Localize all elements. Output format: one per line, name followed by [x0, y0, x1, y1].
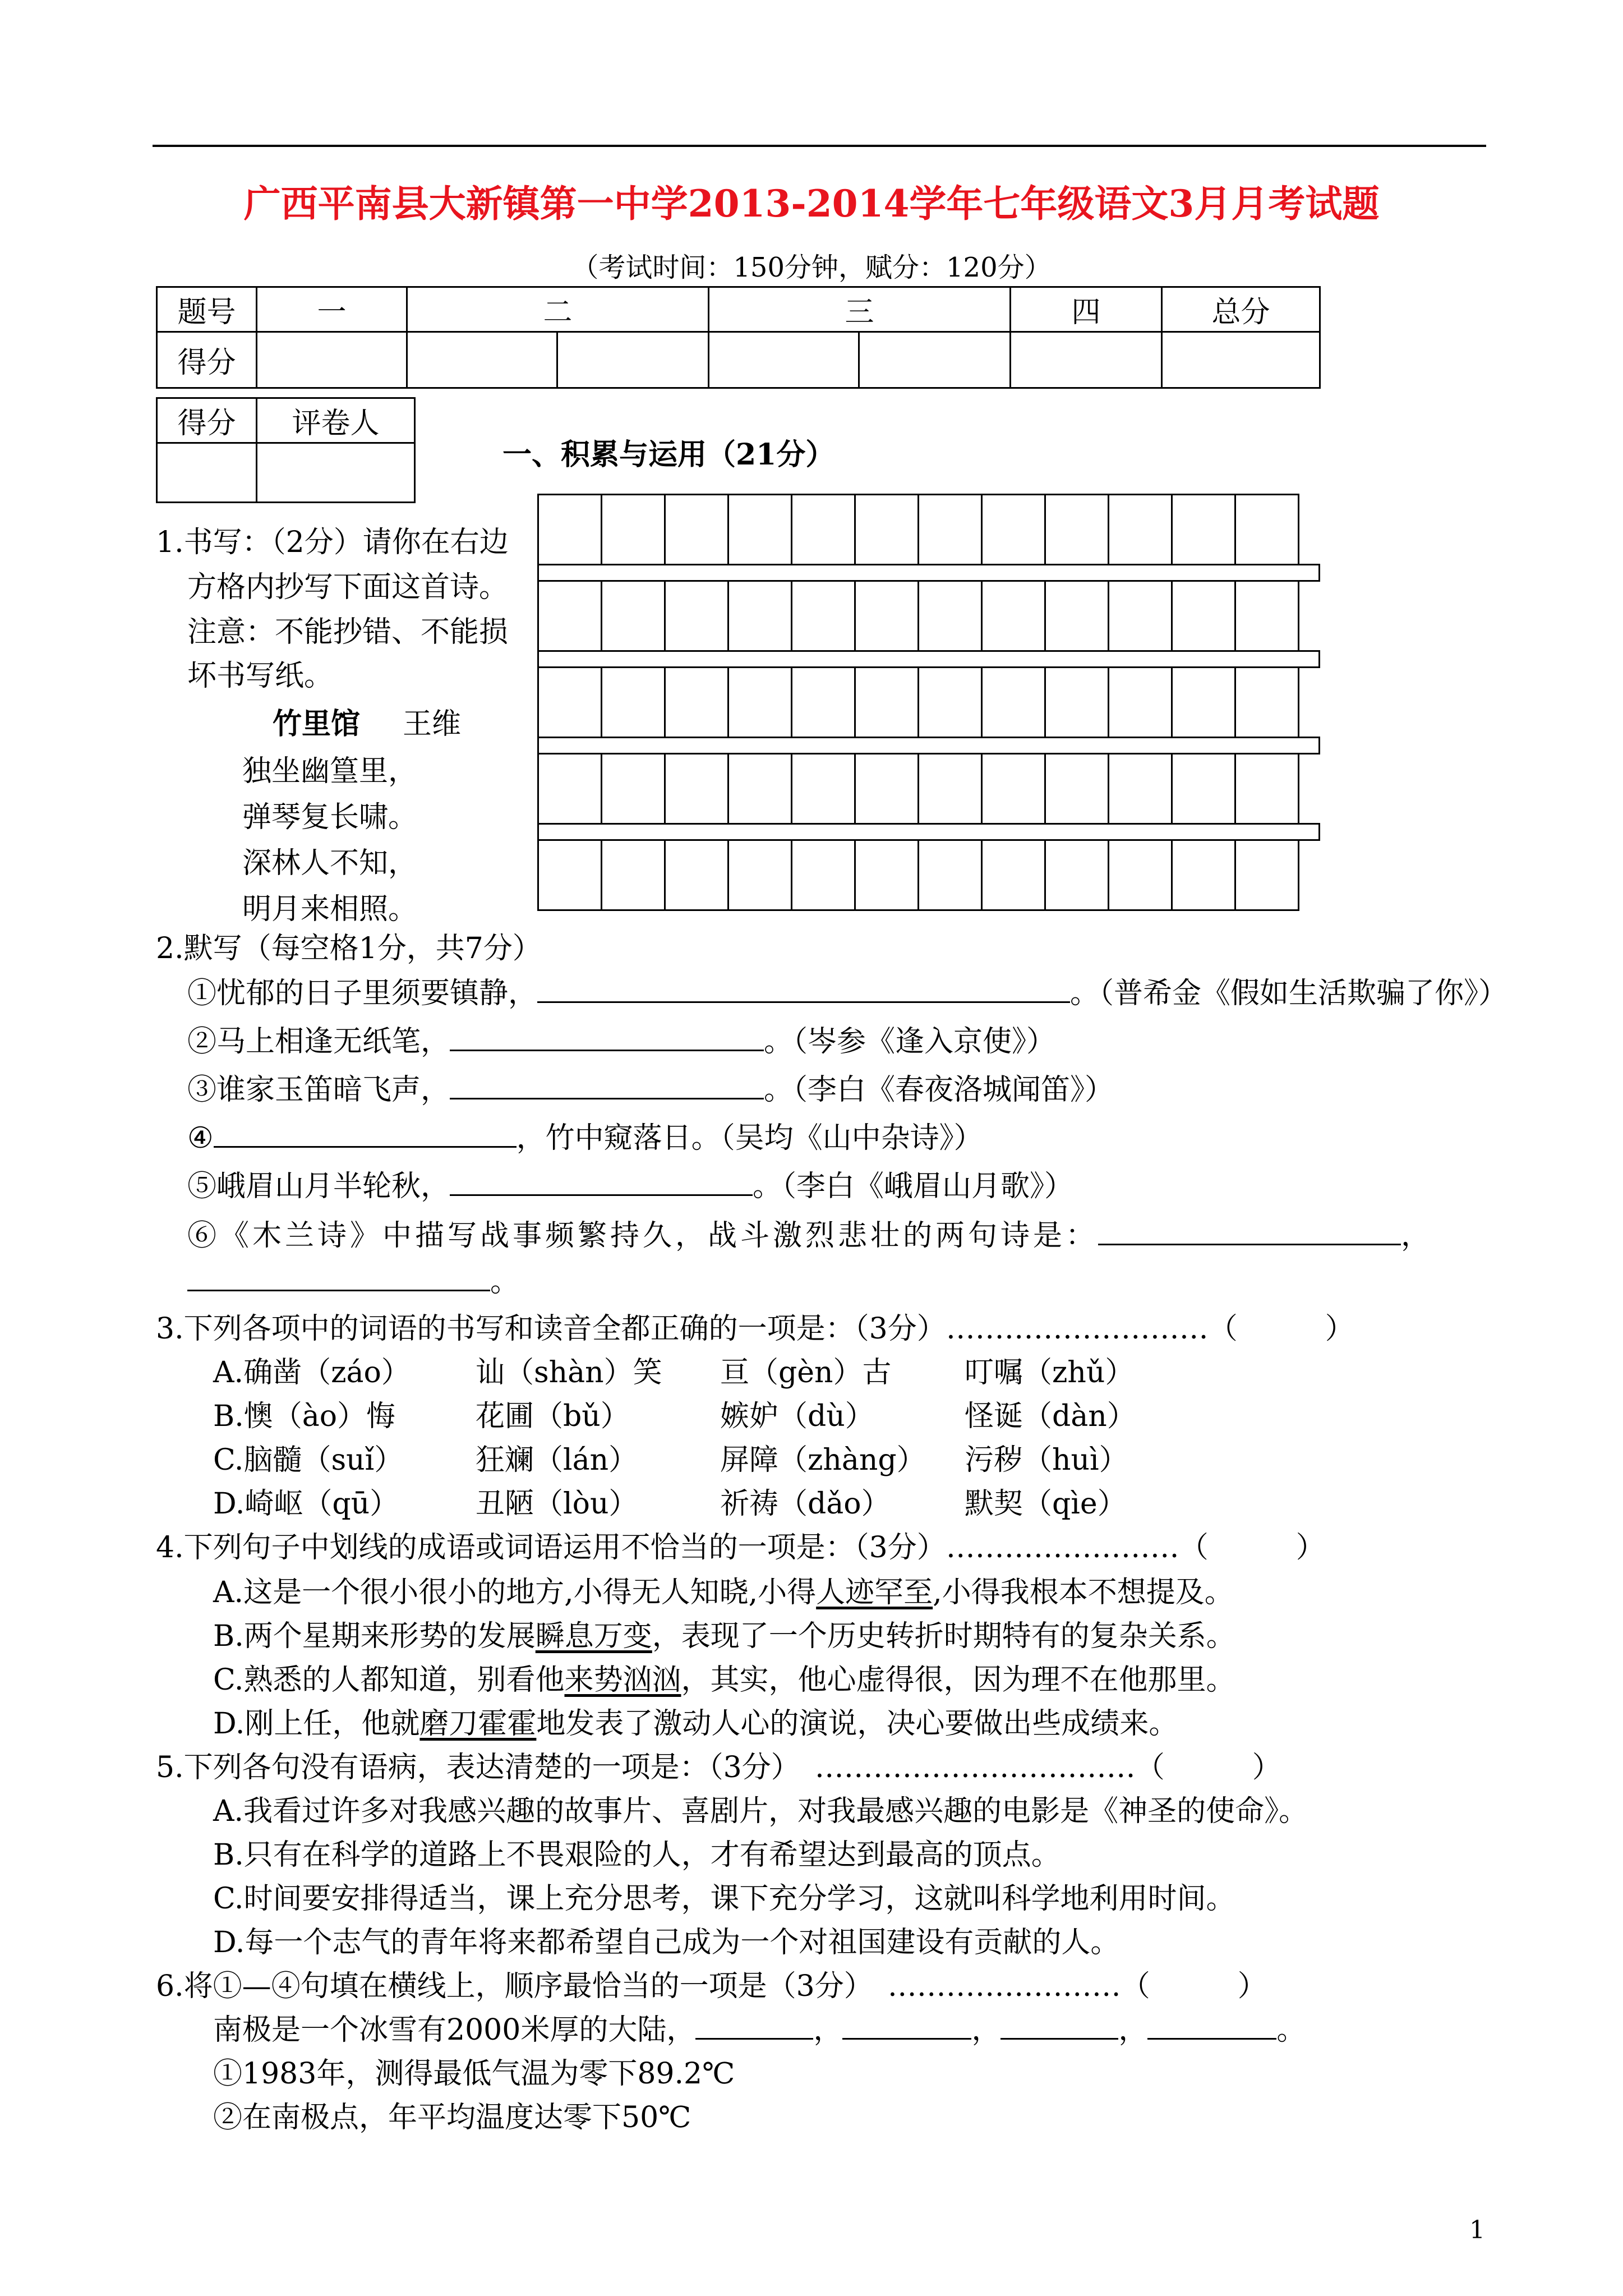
- writing-grid-row: [537, 666, 1298, 738]
- score-cell[interactable]: [859, 332, 1011, 388]
- q3-option: C.脑髓（suǐ）: [213, 1443, 404, 1477]
- writing-cell[interactable]: [1044, 753, 1109, 825]
- writing-cell[interactable]: [917, 494, 983, 565]
- writing-grid-gap: [537, 650, 1320, 668]
- answer-blank[interactable]: [450, 1170, 753, 1196]
- q2-item-3: [187, 1068, 1114, 1112]
- q3-option: 丑陋（lòu）: [476, 1487, 638, 1521]
- writing-cell[interactable]: [1044, 839, 1109, 911]
- q2-stem: 2.默写（每空格1分，共7分）: [156, 932, 542, 965]
- q2-item-text: ⑤峨眉山月半轮秋，: [187, 1170, 450, 1203]
- writing-cell[interactable]: [1044, 580, 1109, 652]
- underlined-idiom: 人迹罕至: [816, 1576, 933, 1609]
- answer-blank[interactable]: [214, 1121, 517, 1148]
- q2-item-punct: 。: [490, 1265, 520, 1299]
- writing-cell[interactable]: [981, 839, 1046, 911]
- q6-punct: ，: [971, 2013, 1001, 2047]
- writing-cell[interactable]: [1171, 839, 1236, 911]
- writing-cell[interactable]: [791, 839, 856, 911]
- writing-grid-row: [537, 494, 1298, 565]
- q2-item-source: 。（李白《峨眉山月歌》）: [753, 1170, 1074, 1203]
- q4-option-a: [213, 1571, 1234, 1614]
- q2-item-source: 。（李白《春夜洛城闻笛》）: [764, 1073, 1114, 1107]
- q3-option: 讪（shàn）笑: [476, 1356, 662, 1389]
- writing-cell[interactable]: [1234, 494, 1299, 565]
- exam-subtitle: （考试时间：150分钟，赋分：120分）: [571, 252, 1052, 283]
- q2-item-text: ②马上相逢无纸笔，: [187, 1025, 450, 1059]
- q6-stem: 6.将①—④句填在横线上，顺序最恰当的一项是（3分） ……………………（ ）: [156, 1970, 1267, 2003]
- q4-text: D.刚上任，他就: [213, 1707, 420, 1741]
- answer-blank[interactable]: [450, 1025, 764, 1051]
- q3-option: 屏障（zhàng）: [720, 1443, 926, 1477]
- writing-cell[interactable]: [1171, 580, 1236, 652]
- writing-cell[interactable]: [537, 839, 602, 911]
- q2-item-6: [187, 1214, 1433, 1258]
- score-header-total: 总分: [1162, 287, 1320, 332]
- writing-cell[interactable]: [601, 580, 666, 652]
- writing-cell[interactable]: [601, 753, 666, 825]
- writing-cell[interactable]: [1234, 839, 1299, 911]
- q3-option: 嫉妒（dù）: [720, 1400, 874, 1433]
- poem-author: 王维: [403, 707, 462, 741]
- writing-cell[interactable]: [1108, 580, 1173, 652]
- writing-cell[interactable]: [917, 580, 983, 652]
- q3-option: 花圃（bǔ）: [476, 1400, 630, 1433]
- poem-line: 明月来相照。: [242, 892, 418, 926]
- writing-cell[interactable]: [1171, 666, 1236, 738]
- header-rule: [153, 145, 1486, 147]
- grader-score-label: 得分: [157, 398, 257, 443]
- underlined-idiom: 瞬息万变: [535, 1619, 652, 1653]
- writing-cell[interactable]: [854, 666, 919, 738]
- q4-option-b: [213, 1614, 1235, 1658]
- q5-option: A.我看过许多对我感兴趣的故事片、喜剧片，对我最感兴趣的电影是《神圣的使命》。: [213, 1795, 1308, 1828]
- q2-item-text: ①忧郁的日子里须要镇静，: [187, 977, 538, 1010]
- writing-cell[interactable]: [854, 839, 919, 911]
- writing-cell[interactable]: [664, 580, 729, 652]
- q2-item-source: 。（岑参《逢入京使》）: [764, 1025, 1056, 1059]
- score-header-4: 四: [1011, 287, 1162, 332]
- answer-blank[interactable]: [537, 977, 1070, 1003]
- grader-table: [156, 397, 416, 503]
- poem-line: 独坐幽篁里，: [242, 754, 418, 788]
- q1-line: 坏书写纸。: [187, 659, 334, 693]
- q3-option: 怪诞（dàn）: [965, 1400, 1136, 1433]
- writing-grid-gap: [537, 823, 1320, 841]
- writing-cell[interactable]: [791, 494, 856, 565]
- writing-cell[interactable]: [791, 753, 856, 825]
- q2-item-punct: ，: [1401, 1219, 1434, 1253]
- writing-cell[interactable]: [854, 753, 919, 825]
- writing-cell[interactable]: [727, 494, 792, 565]
- writing-cell[interactable]: [601, 494, 666, 565]
- q2-item-2: [187, 1020, 1055, 1064]
- q6-punct: ，: [813, 2013, 843, 2047]
- writing-cell[interactable]: [601, 839, 666, 911]
- q2-item-text: ④: [187, 1121, 214, 1155]
- writing-grid-row: [537, 753, 1298, 825]
- underlined-idiom: 来势汹汹: [564, 1663, 681, 1697]
- q4-text: B.两个星期来形势的发展: [213, 1619, 536, 1653]
- writing-cell[interactable]: [917, 839, 983, 911]
- q2-item-source: ，竹中窥落日。（吴均《山中杂诗》）: [516, 1121, 983, 1155]
- poem-title: 竹里馆: [273, 707, 361, 741]
- writing-cell[interactable]: [537, 494, 602, 565]
- q4-option-c: [213, 1658, 1235, 1702]
- writing-cell[interactable]: [981, 666, 1046, 738]
- writing-cell[interactable]: [727, 580, 792, 652]
- q1-line: 1.书写：（2分）请你在右边: [156, 526, 509, 559]
- writing-cell[interactable]: [537, 753, 602, 825]
- answer-blank[interactable]: [695, 2013, 813, 2040]
- q2-item-5: [187, 1165, 1073, 1208]
- score-row-label: 得分: [157, 332, 257, 388]
- writing-cell[interactable]: [981, 580, 1046, 652]
- writing-cell[interactable]: [917, 666, 983, 738]
- q1-line: 注意：不能抄错、不能损: [187, 615, 509, 649]
- q6-intro: [213, 2008, 1306, 2052]
- q6-line: ①1983年，测得最低气温为零下89.2℃: [213, 2057, 735, 2091]
- answer-blank[interactable]: [1098, 1219, 1401, 1245]
- grader-name-cell[interactable]: [257, 443, 415, 503]
- writing-cell[interactable]: [664, 666, 729, 738]
- writing-cell[interactable]: [727, 839, 792, 911]
- q2-item-text: ③谁家玉笛暗飞声，: [187, 1073, 450, 1107]
- writing-cell[interactable]: [854, 580, 919, 652]
- q3-option: 狂斓（lán）: [476, 1443, 638, 1477]
- q2-item-6-cont: [187, 1260, 519, 1304]
- q4-stem: 4.下列句子中划线的成语或词语运用不恰当的一项是：（3分）……………………（ ）: [156, 1531, 1325, 1565]
- writing-cell[interactable]: [664, 753, 729, 825]
- score-cell[interactable]: [407, 332, 557, 388]
- score-cell[interactable]: [557, 332, 709, 388]
- q1-line: 方格内抄写下面这首诗。: [187, 570, 509, 604]
- writing-cell[interactable]: [981, 494, 1046, 565]
- underlined-idiom: 磨刀霍霍: [419, 1707, 537, 1741]
- score-cell[interactable]: [709, 332, 859, 388]
- q2-item-1: [187, 972, 1507, 1015]
- q5-option: B.只有在科学的道路上不畏艰险的人，才有希望达到最高的顶点。: [213, 1838, 1061, 1872]
- writing-cell[interactable]: [727, 753, 792, 825]
- exam-title: 广西平南县大新镇第一中学2013-2014学年七年级语文3月月考试题: [243, 182, 1380, 226]
- writing-grid-row: [537, 580, 1298, 652]
- q5-stem: 5.下列各句没有语病，表达清楚的一项是：（3分） ……………………………（ ）: [156, 1751, 1281, 1784]
- score-cell[interactable]: [1162, 332, 1320, 388]
- score-table: [156, 286, 1321, 389]
- q4-text: 地发表了激动人心的演说，决心要做出些成绩来。: [536, 1707, 1178, 1741]
- grader-score-cell[interactable]: [157, 443, 257, 503]
- score-header-label: 题号: [157, 287, 257, 332]
- writing-cell[interactable]: [1044, 494, 1109, 565]
- writing-cell[interactable]: [727, 666, 792, 738]
- q3-option: 叮嘱（zhǔ）: [965, 1356, 1135, 1389]
- q6-text: 南极是一个冰雪有2000米厚的大陆，: [213, 2013, 696, 2047]
- q5-option: C.时间要安排得适当，课上充分思考，课下充分学习，这就叫科学地利用时间。: [213, 1882, 1235, 1916]
- q3-option: 祈祷（dǎo）: [720, 1487, 891, 1521]
- score-header-3: 三: [709, 287, 1011, 332]
- grader-name-label: 评卷人: [257, 398, 415, 443]
- writing-cell[interactable]: [1108, 753, 1173, 825]
- section-heading: 一、积累与运用（21分）: [502, 438, 835, 472]
- q3-option: 默契（qìe）: [965, 1487, 1127, 1521]
- answer-blank[interactable]: [1000, 2013, 1118, 2040]
- answer-blank[interactable]: [187, 1265, 490, 1291]
- writing-cell[interactable]: [1171, 494, 1236, 565]
- writing-cell[interactable]: [1234, 666, 1299, 738]
- q4-text: C.熟悉的人都知道，别看他: [213, 1663, 565, 1697]
- q4-option-d: [213, 1702, 1178, 1746]
- poem-line: 弹琴复长啸。: [242, 800, 418, 834]
- writing-cell[interactable]: [981, 753, 1046, 825]
- writing-cell[interactable]: [664, 839, 729, 911]
- writing-cell[interactable]: [601, 666, 666, 738]
- q6-punct: 。: [1276, 2013, 1306, 2047]
- q4-text: ,小得我根本不想提及。: [933, 1576, 1234, 1609]
- page-number: 1: [1469, 2216, 1485, 2244]
- q2-item-text: ⑥《木兰诗》中描写战事频繁持久，战斗激烈悲壮的两句诗是：: [187, 1219, 1099, 1253]
- writing-cell[interactable]: [854, 494, 919, 565]
- q2-item-source: 。（普希金《假如生活欺骗了你》）: [1070, 977, 1508, 1010]
- q3-option: A.确凿（záo）: [213, 1356, 411, 1389]
- writing-cell[interactable]: [1108, 839, 1173, 911]
- q3-option: B.懊（ào）悔: [213, 1400, 396, 1433]
- answer-blank[interactable]: [450, 1073, 764, 1099]
- q4-text: ，其实，他心虚得很，因为理不在他那里。: [681, 1663, 1235, 1697]
- q5-option: D.每一个志气的青年将来都希望自己成为一个对祖国建设有贡献的人。: [213, 1926, 1120, 1959]
- q3-stem: 3.下列各项中的词语的书写和读音全都正确的一项是：（3分）………………………（ ）: [156, 1312, 1354, 1346]
- writing-cell[interactable]: [1108, 494, 1173, 565]
- writing-cell[interactable]: [1234, 753, 1299, 825]
- score-header-1: 一: [257, 287, 407, 332]
- writing-cell[interactable]: [1234, 580, 1299, 652]
- writing-cell[interactable]: [664, 494, 729, 565]
- writing-grid-row: [537, 839, 1298, 911]
- answer-blank[interactable]: [1147, 2013, 1276, 2040]
- q3-option: 亘（gèn）古: [720, 1356, 892, 1389]
- q3-option: 污秽（huì）: [965, 1443, 1128, 1477]
- poem-line: 深林人不知，: [242, 846, 418, 880]
- score-cell[interactable]: [257, 332, 407, 388]
- q6-punct: ，: [1118, 2013, 1148, 2047]
- q3-option: D.崎岖（qū）: [213, 1487, 399, 1521]
- q4-text: A.这是一个很小很小的地方,小得无人知晓,小得: [213, 1576, 817, 1609]
- writing-cell[interactable]: [1171, 753, 1236, 825]
- writing-grid-gap: [537, 737, 1320, 754]
- writing-cell[interactable]: [917, 753, 983, 825]
- writing-cell[interactable]: [791, 666, 856, 738]
- q6-line: ②在南极点，年平均温度达零下50℃: [213, 2101, 691, 2134]
- writing-cell[interactable]: [1108, 666, 1173, 738]
- score-cell[interactable]: [1011, 332, 1162, 388]
- writing-cell[interactable]: [791, 580, 856, 652]
- writing-cell[interactable]: [1044, 666, 1109, 738]
- writing-cell[interactable]: [537, 666, 602, 738]
- writing-cell[interactable]: [537, 580, 602, 652]
- writing-grid-gap: [537, 564, 1320, 582]
- answer-blank[interactable]: [842, 2013, 971, 2040]
- q2-item-4: [187, 1116, 983, 1160]
- score-header-2: 二: [407, 287, 709, 332]
- q4-text: ，表现了一个历史转折时期特有的复杂关系。: [652, 1619, 1235, 1653]
